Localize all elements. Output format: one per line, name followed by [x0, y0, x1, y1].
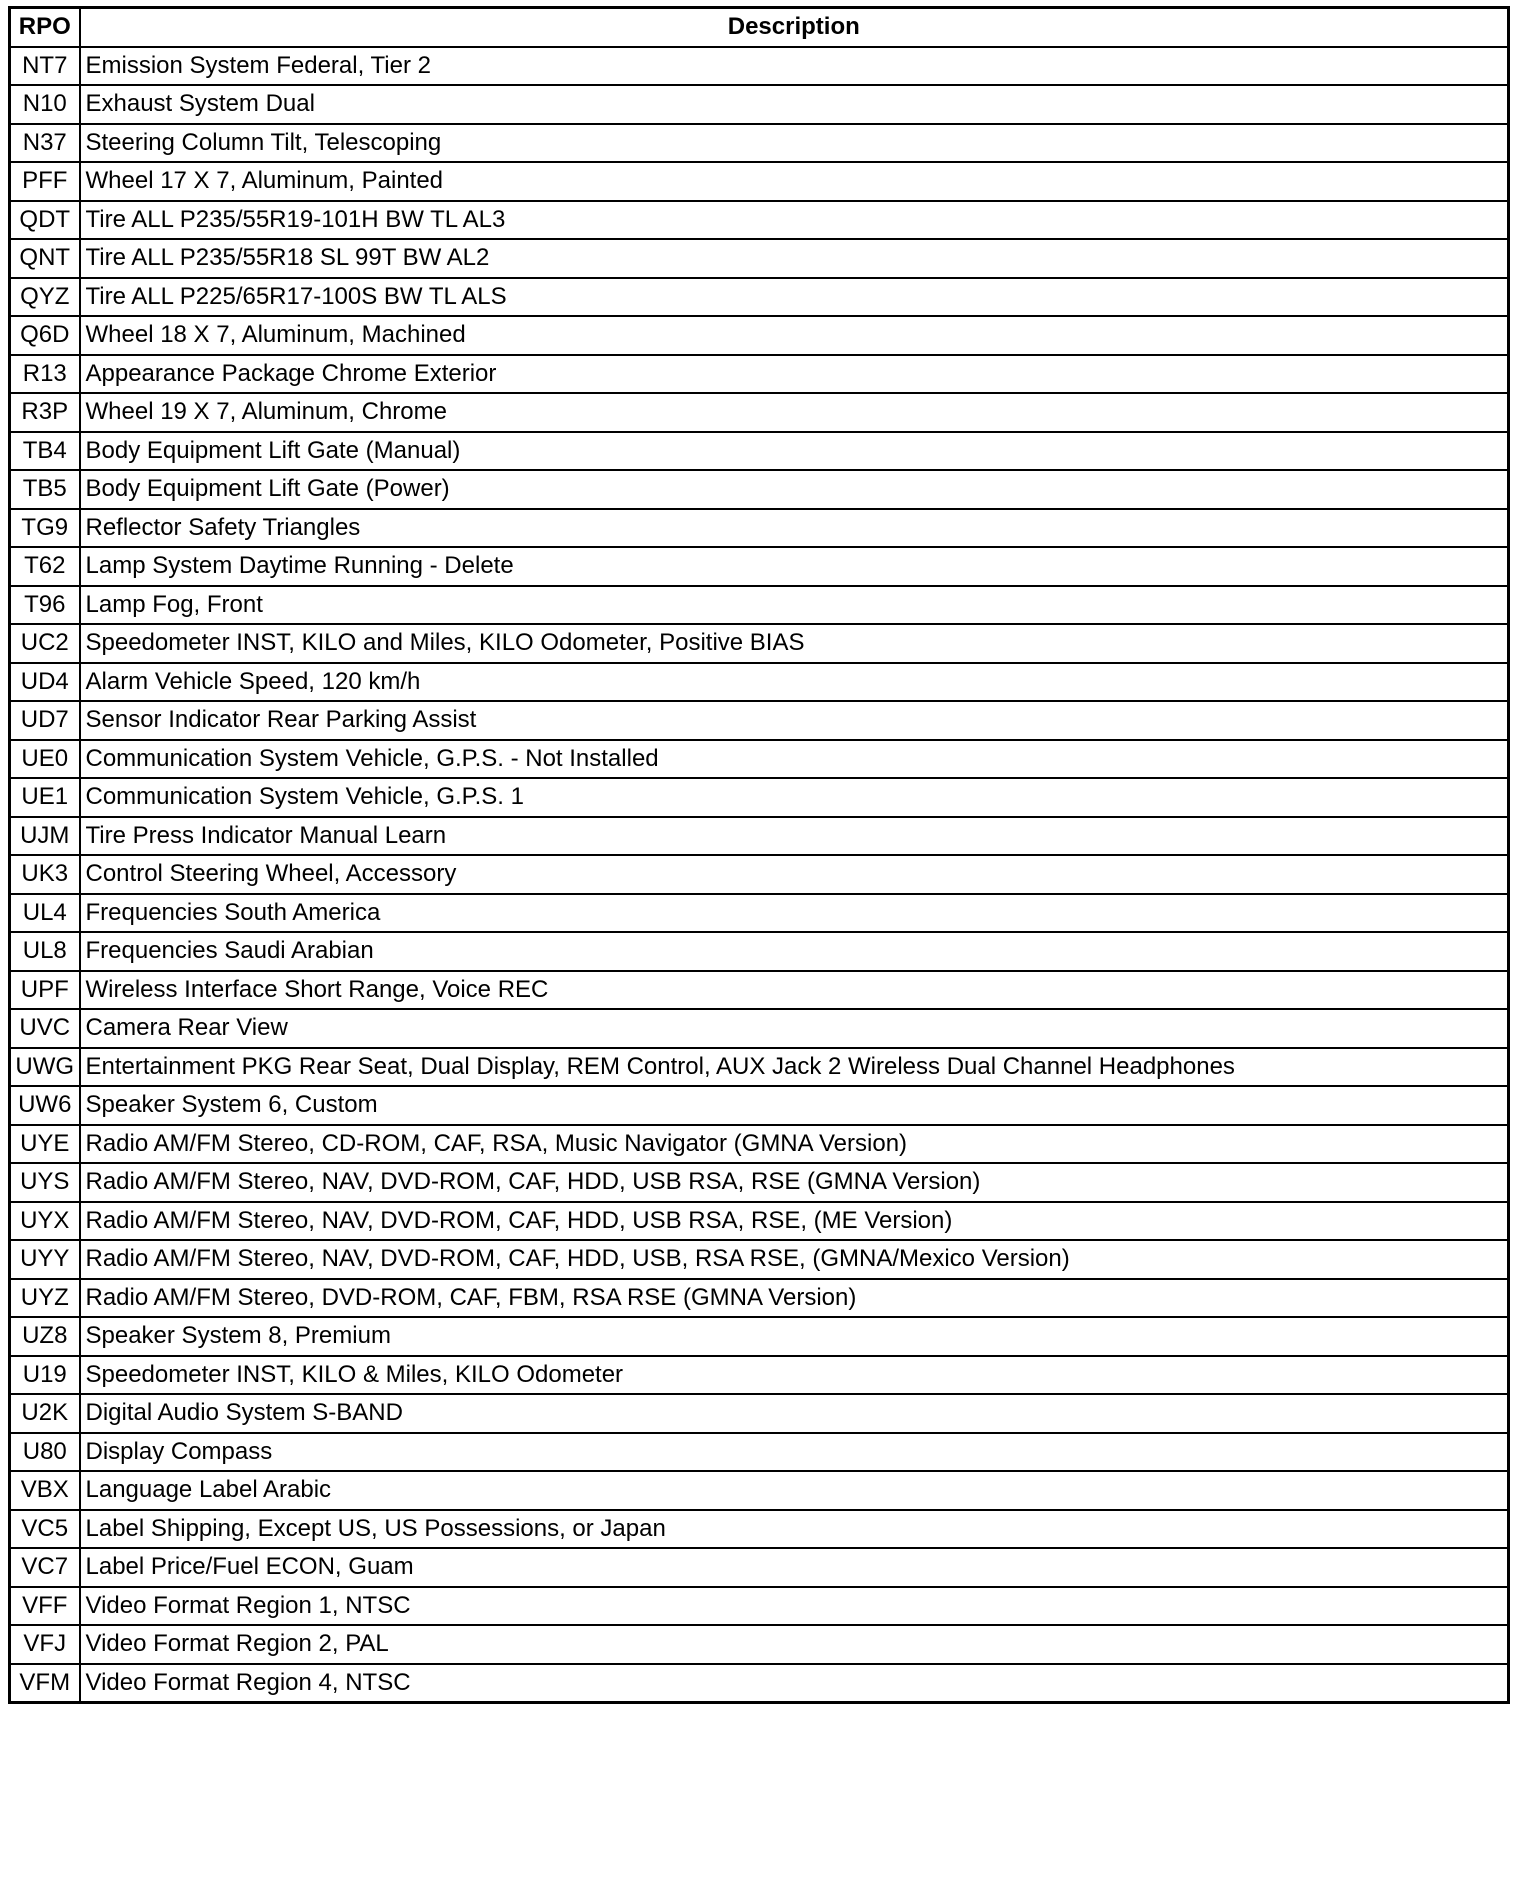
rpo-code-cell: U2K — [10, 1394, 80, 1433]
table-row — [10, 1086, 1509, 1125]
description-cell: Speaker System 6, Custom — [80, 1086, 1509, 1125]
table-row — [10, 586, 1509, 625]
rpo-code-cell: UL8 — [10, 932, 80, 971]
description-cell: Alarm Vehicle Speed, 120 km/h — [80, 663, 1509, 702]
rpo-code-cell: QDT — [10, 201, 80, 240]
table-row — [10, 817, 1509, 856]
description-cell: Wheel 17 X 7, Aluminum, Painted — [80, 162, 1509, 201]
table-row — [10, 1356, 1509, 1395]
description-cell: Language Label Arabic — [80, 1471, 1509, 1510]
rpo-code-cell: UD4 — [10, 663, 80, 702]
rpo-code-cell: UZ8 — [10, 1317, 80, 1356]
table-row — [10, 278, 1509, 317]
description-cell: Radio AM/FM Stereo, CD-ROM, CAF, RSA, Music Navigator (GMNA Version) — [80, 1125, 1509, 1164]
description-cell: Tire ALL P225/65R17-100S BW TL ALS — [80, 278, 1509, 317]
description-cell: Video Format Region 1, NTSC — [80, 1587, 1509, 1626]
rpo-code-cell: UYX — [10, 1202, 80, 1241]
table-body — [10, 47, 1509, 1703]
description-cell: Lamp Fog, Front — [80, 586, 1509, 625]
table-row — [10, 1240, 1509, 1279]
description-cell: Radio AM/FM Stereo, NAV, DVD-ROM, CAF, HDD, USB, RSA RSE, (GMNA/Mexico Version) — [80, 1240, 1509, 1279]
rpo-code-cell: TB5 — [10, 470, 80, 509]
table-row — [10, 1433, 1509, 1472]
table-row — [10, 124, 1509, 163]
header-rpo: RPO — [10, 8, 80, 47]
rpo-code-cell: UVC — [10, 1009, 80, 1048]
description-cell: Speedometer INST, KILO & Miles, KILO Odometer — [80, 1356, 1509, 1395]
rpo-code-cell: N10 — [10, 85, 80, 124]
description-cell: Speedometer INST, KILO and Miles, KILO Odometer, Positive BIAS — [80, 624, 1509, 663]
rpo-code-cell: UD7 — [10, 701, 80, 740]
table-row — [10, 432, 1509, 471]
rpo-code-cell: UE1 — [10, 778, 80, 817]
description-cell: Communication System Vehicle, G.P.S. - Not Installed — [80, 740, 1509, 779]
table-row — [10, 509, 1509, 548]
rpo-code-cell: UPF — [10, 971, 80, 1010]
table-row — [10, 1163, 1509, 1202]
table-row — [10, 1202, 1509, 1241]
description-cell: Tire Press Indicator Manual Learn — [80, 817, 1509, 856]
table-row — [10, 1048, 1509, 1087]
description-cell: Digital Audio System S-BAND — [80, 1394, 1509, 1433]
rpo-code-cell: T62 — [10, 547, 80, 586]
description-cell: Control Steering Wheel, Accessory — [80, 855, 1509, 894]
description-cell: Emission System Federal, Tier 2 — [80, 47, 1509, 86]
rpo-code-cell: PFF — [10, 162, 80, 201]
rpo-code-cell: QYZ — [10, 278, 80, 317]
rpo-code-cell: UYS — [10, 1163, 80, 1202]
rpo-code-cell: TG9 — [10, 509, 80, 548]
table-row — [10, 1587, 1509, 1626]
table-row — [10, 547, 1509, 586]
table-row — [10, 470, 1509, 509]
rpo-code-cell: U19 — [10, 1356, 80, 1395]
rpo-code-cell: Q6D — [10, 316, 80, 355]
description-cell: Display Compass — [80, 1433, 1509, 1472]
description-cell: Radio AM/FM Stereo, DVD-ROM, CAF, FBM, RSA RSE (GMNA Version) — [80, 1279, 1509, 1318]
description-cell: Frequencies South America — [80, 894, 1509, 933]
table-row — [10, 663, 1509, 702]
description-cell: Sensor Indicator Rear Parking Assist — [80, 701, 1509, 740]
description-cell: Reflector Safety Triangles — [80, 509, 1509, 548]
rpo-code-cell: UC2 — [10, 624, 80, 663]
rpo-code-cell: UYY — [10, 1240, 80, 1279]
rpo-code-cell: TB4 — [10, 432, 80, 471]
table-row — [10, 740, 1509, 779]
description-cell: Exhaust System Dual — [80, 85, 1509, 124]
description-cell: Label Shipping, Except US, US Possessions, or Japan — [80, 1510, 1509, 1549]
header-description: Description — [80, 8, 1509, 47]
table-row — [10, 162, 1509, 201]
table-row — [10, 701, 1509, 740]
table-row — [10, 47, 1509, 86]
description-cell: Tire ALL P235/55R19-101H BW TL AL3 — [80, 201, 1509, 240]
rpo-code-cell: VC5 — [10, 1510, 80, 1549]
rpo-code-cell: UYZ — [10, 1279, 80, 1318]
description-cell: Appearance Package Chrome Exterior — [80, 355, 1509, 394]
description-cell: Wireless Interface Short Range, Voice REC — [80, 971, 1509, 1010]
rpo-code-cell: UE0 — [10, 740, 80, 779]
rpo-code-cell: U80 — [10, 1433, 80, 1472]
description-cell: Radio AM/FM Stereo, NAV, DVD-ROM, CAF, HDD, USB RSA, RSE (GMNA Version) — [80, 1163, 1509, 1202]
rpo-code-cell: T96 — [10, 586, 80, 625]
description-cell: Tire ALL P235/55R18 SL 99T BW AL2 — [80, 239, 1509, 278]
table-row — [10, 971, 1509, 1010]
table-row — [10, 1664, 1509, 1703]
description-cell: Lamp System Daytime Running - Delete — [80, 547, 1509, 586]
description-cell: Frequencies Saudi Arabian — [80, 932, 1509, 971]
table-row — [10, 894, 1509, 933]
description-cell: Radio AM/FM Stereo, NAV, DVD-ROM, CAF, HDD, USB RSA, RSE, (ME Version) — [80, 1202, 1509, 1241]
table-row — [10, 239, 1509, 278]
table-row — [10, 393, 1509, 432]
table-row — [10, 1510, 1509, 1549]
rpo-code-cell: UYE — [10, 1125, 80, 1164]
rpo-code-cell: UK3 — [10, 855, 80, 894]
description-cell: Label Price/Fuel ECON, Guam — [80, 1548, 1509, 1587]
description-cell: Body Equipment Lift Gate (Manual) — [80, 432, 1509, 471]
description-cell: Entertainment PKG Rear Seat, Dual Display, REM Control, AUX Jack 2 Wireless Dual Channel Headphones — [80, 1048, 1509, 1087]
table-row — [10, 85, 1509, 124]
rpo-code-cell: VFF — [10, 1587, 80, 1626]
description-cell: Video Format Region 4, NTSC — [80, 1664, 1509, 1703]
description-cell: Video Format Region 2, PAL — [80, 1625, 1509, 1664]
table-row — [10, 932, 1509, 971]
description-cell: Steering Column Tilt, Telescoping — [80, 124, 1509, 163]
rpo-code-cell: N37 — [10, 124, 80, 163]
table-row — [10, 1548, 1509, 1587]
header-row — [10, 8, 1509, 47]
rpo-code-cell: UJM — [10, 817, 80, 856]
rpo-code-cell: VFM — [10, 1664, 80, 1703]
table-row — [10, 624, 1509, 663]
table-row — [10, 1279, 1509, 1318]
description-cell: Communication System Vehicle, G.P.S. 1 — [80, 778, 1509, 817]
rpo-code-cell: QNT — [10, 239, 80, 278]
table-row — [10, 778, 1509, 817]
table-row — [10, 1625, 1509, 1664]
rpo-code-cell: R13 — [10, 355, 80, 394]
table-row — [10, 1471, 1509, 1510]
rpo-code-cell: R3P — [10, 393, 80, 432]
description-cell: Body Equipment Lift Gate (Power) — [80, 470, 1509, 509]
rpo-code-cell: VFJ — [10, 1625, 80, 1664]
table-row — [10, 1125, 1509, 1164]
description-cell: Wheel 19 X 7, Aluminum, Chrome — [80, 393, 1509, 432]
rpo-code-cell: VC7 — [10, 1548, 80, 1587]
description-cell: Wheel 18 X 7, Aluminum, Machined — [80, 316, 1509, 355]
rpo-code-cell: VBX — [10, 1471, 80, 1510]
table-row — [10, 201, 1509, 240]
rpo-table — [8, 6, 1510, 1704]
table-row — [10, 355, 1509, 394]
table-row — [10, 1317, 1509, 1356]
table-row — [10, 316, 1509, 355]
rpo-code-cell: UWG — [10, 1048, 80, 1087]
rpo-code-cell: UL4 — [10, 894, 80, 933]
table-row — [10, 1394, 1509, 1433]
rpo-code-cell: NT7 — [10, 47, 80, 86]
description-cell: Camera Rear View — [80, 1009, 1509, 1048]
table-row — [10, 1009, 1509, 1048]
rpo-code-cell: UW6 — [10, 1086, 80, 1125]
table-row — [10, 855, 1509, 894]
description-cell: Speaker System 8, Premium — [80, 1317, 1509, 1356]
